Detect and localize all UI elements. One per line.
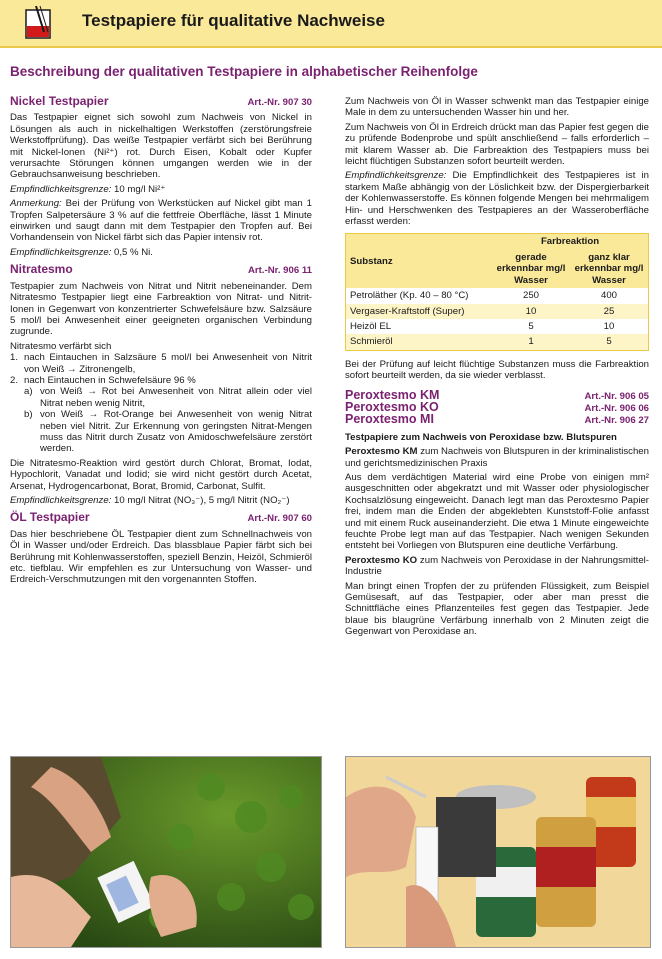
list-text: nach Eintauchen in Schwefelsäure 96 %	[24, 374, 196, 386]
table-cell-value: 250	[492, 288, 570, 303]
list-number: 2.	[10, 374, 19, 386]
nitratesmo-header	[10, 264, 312, 276]
table-cell-value: 25	[570, 304, 648, 319]
peroxtesmo-ko-lead: Peroxtesmo KO	[345, 554, 418, 566]
table-header-substanz: Substanz	[346, 234, 492, 288]
list-item	[10, 352, 312, 375]
list-text: von Weiß → Rot bei Anwesenheit von Nitrat allein oder viel Nitrat neben wenig Nitrit,	[40, 386, 312, 409]
list-letter: b)	[24, 409, 33, 421]
nickel-limit-2	[10, 247, 312, 258]
table-cell-value: 5	[492, 319, 570, 334]
oel-limit	[345, 170, 649, 227]
oel-header	[10, 512, 312, 524]
nickel-note-label: Anmerkung:	[10, 198, 62, 210]
nickel-note-text: Bei der Prüfung von Werkstücken auf Nickel gibt man 1 Tropfen Salpetersäure 3 % auf die fettfreie Oberfläche, lässt 1 Minute einwirken und saugt dann mit dem Testpapier den Tropfen auf. Bei Vorhandensein von Nickel färbt sich das Papier intensiv rot.	[10, 198, 312, 244]
list-item	[10, 375, 312, 386]
left-column	[10, 96, 312, 589]
nickel-description: Das Testpapier eignet sich sowohl zum Nachweis von Nickel in Lösungen als auch in nickelhaltigen Werkstoffen (zerstörungsfreie Werkstoffprüfung). Das weiße Testpapier verfärbt sich bei Berührung mit Nickel-Ionen (Ni²⁺) rot. Durch Eisen, Kobalt oder Kupfer verursachte Störungen können umgangen werden wie in der Gebrauchsanweisung beschrieben.	[10, 112, 312, 181]
photo-food-cans-testing	[345, 756, 651, 948]
oel-artnr: Art.-Nr. 907 60	[247, 513, 312, 525]
nickel-note	[10, 198, 312, 244]
nickel-limit-label: Empfindlichkeitsgrenze:	[10, 183, 112, 195]
peroxtesmo-ko-text: zum Nachweis von Peroxidase in der Nahrungsmittel-Industrie	[345, 554, 649, 578]
nitratesmo-verfaerbt: Nitratesmo verfärbt sich	[10, 340, 112, 352]
oel-limit-text: Die Empfindlichkeit des Testpapieres ist in starkem Maße abhängig von der Löslichkeit bzw. der Dispergierbarkeit der Kohlenwasserstoffe. Es können folgende Mengen bei mehrmaligem Hin- und Herschwenken des Testpapieres an der Wasseroberfläche erfasst werden:	[345, 170, 649, 228]
nitratesmo-limit-value: 10 mg/l Nitrat (NO₃⁻), 5 mg/l Nitrit (NO₂⁻)	[111, 495, 290, 506]
table-cell-substanz: Schmieröl	[346, 334, 492, 349]
nickel-title: Nickel Testpapier	[10, 94, 109, 108]
table-cell-value: 5	[570, 334, 648, 349]
nickel-artnr: Art.-Nr. 907 30	[247, 97, 312, 108]
peroxtesmo-subhead: Testpapiere zum Nachweis von Peroxidase bzw. Blutspuren	[345, 431, 617, 443]
peroxtesmo-ko-artnr: Art.-Nr. 906 06	[584, 402, 649, 414]
nickel-limit2-label: Empfindlichkeitsgrenze:	[10, 246, 112, 258]
table-cell-substanz: Petroläther (Kp. 40 – 80 °C)	[346, 288, 492, 303]
peroxtesmo-ko-title: Peroxtesmo KO	[345, 399, 439, 414]
page-header	[0, 0, 662, 48]
nitratesmo-limit	[10, 495, 312, 506]
color-reaction-table	[345, 233, 649, 350]
table-cell-substanz: Heizöl EL	[346, 319, 492, 334]
nitratesmo-interference: Die Nitratesmo-Reaktion wird gestört durch Chlorat, Bromat, Iodat, Hypochlorit, Vanadat und Iodid; sie wird nicht gestört durch Acetat, Arsenat, Hydrogencarbonat, Borat, Bromid, Carbonat, Sulfit.	[10, 457, 312, 492]
peroxtesmo-km-lead: Peroxtesmo KM	[345, 446, 418, 458]
table-row	[346, 288, 648, 303]
table-header-col2: ganz klar erkennbar mg/l Wasser	[570, 250, 648, 288]
table-cell-value: 10	[570, 319, 648, 334]
table-row	[346, 319, 648, 334]
peroxtesmo-ko-procedure: Man bringt einen Tropfen der zu prüfenden Flüssigkeit, zum Beispiel Gemüsesaft, auf das Testpapier, oder aber man presst die Schnittfläche eines Pflanzenteiles fest gegen das Testpapier. Jede blaue bis blaugrüne Verfärbung innerhalb von 2 Minuten zeigt die Gegenwart von Peroxidase an.	[345, 580, 649, 638]
peroxtesmo-mi-header	[345, 414, 649, 426]
peroxtesmo-mi-artnr: Art.-Nr. 906 27	[584, 415, 649, 427]
peroxtesmo-mi-title: Peroxtesmo MI	[345, 412, 434, 427]
table-cell-value: 400	[570, 288, 648, 303]
table-row	[346, 334, 648, 349]
list-subitem	[10, 409, 312, 455]
nitratesmo-limit-label: Empfindlichkeitsgrenze:	[10, 495, 112, 506]
peroxtesmo-km-intro	[345, 446, 649, 469]
nitratesmo-description: Testpapier zum Nachweis von Nitrat und Nitrit nebeneinander. Dem Nitratesmo Testpapier liegt eine Farbreaktion von Nitrat- und Nitrit-Ionen in Gegenwart von konzentrierter Schwefelsäure bzw. Salzsäure 5 mol/l bei Anwesenheit einer geeigneten organischen Verbindung zugrunde.	[10, 280, 312, 338]
list-letter: a)	[24, 386, 33, 398]
table-cell-value: 1	[492, 334, 570, 349]
peroxtesmo-headers	[345, 387, 649, 427]
table-header-farbreaktion: Farbreaktion	[492, 234, 648, 249]
table-header-col1: gerade erkennbar mg/l Wasser	[492, 250, 570, 288]
nickel-limit	[10, 184, 312, 195]
list-text: nach Eintauchen in Salzsäure 5 mol/l bei Anwesenheit von Nitrit von Weiß → Zitronengelb,	[24, 352, 312, 375]
list-number: 1.	[10, 352, 19, 364]
right-column	[345, 96, 649, 641]
page-title: Testpapiere für qualitative Nachweise	[82, 11, 385, 30]
oel-limit-label: Empfindlichkeitsgrenze:	[345, 170, 447, 182]
table-cell-value: 10	[492, 304, 570, 319]
oel-description: Das hier beschriebene ÖL Testpapier dient zum Schnellnachweis von Öl in Wasser und/oder Erdreich. Das blassblaue Papier färbt sich bei Berührung mit Kohlenwasserstoffen, speziell Benzin, Heizöl, Schmieröl etc. tiefblau. Wir empfehlen es zur Untersuchung von Wasser- und Erdreich-Verschmutzungen mit den vorgenannten Stoffen.	[10, 528, 312, 586]
nitratesmo-artnr: Art.-Nr. 906 11	[248, 265, 312, 277]
peroxtesmo-km-text: zum Nachweis von Blutspuren in der kriminalistischen und gerichtsmedizinischen Praxis	[345, 446, 649, 469]
oel-soil-instructions: Zum Nachweis von Öl in Erdreich drückt man das Papier fest gegen die zu prüfende Bodenprobe und spült anschließend – falls erforderlich – mit klarem Wasser ab. Die Farbreaktion des Testpapiers muss bei leicht flüchtigen Substanzen sofort beurteilt werden.	[345, 121, 649, 168]
oel-title: ÖL Testpapier	[10, 510, 90, 525]
peroxtesmo-km-procedure: Aus dem verdächtigen Material wird eine Probe von einigen mm² ausgeschnitten oder abgekratzt und mit Wasser oder physiologischer Kochsalzlösung eingeweicht. Danach legt man das Peroxtesmo Papier frei, indem man die Enden der abgeklebten Kunststoff-Folie anfasst und mit einem Ruck auseinanderzieht. Die etwa 1 Minute eingeweichte feuchte Probe legt man auf das Testpapier. Nach wenigen Sekunden entsteht bei Vorliegen von Blutspuren eine deutliche Verfärbung.	[345, 471, 649, 552]
list-subitem	[10, 386, 312, 409]
test-tube-beaker-icon	[16, 6, 60, 42]
table	[346, 234, 648, 349]
oel-water-instructions: Zum Nachweis von Öl in Wasser schwenkt man das Testpapier einige Male in dem zu untersuchenden Wasser hin und her.	[345, 96, 649, 119]
peroxtesmo-km-artnr: Art.-Nr. 906 05	[584, 390, 649, 402]
peroxtesmo-km-title: Peroxtesmo KM	[345, 387, 440, 402]
nickel-header	[10, 96, 312, 108]
table-cell-substanz: Vergaser-Kraftstoff (Super)	[346, 304, 492, 319]
nickel-limit2-value: 0,5 % Ni.	[111, 246, 153, 258]
table-row	[346, 304, 648, 319]
list-text: von Weiß → Rot-Orange bei Anwesenheit von wenig Nitrat neben viel Nitrit. Zur Erkennung von geringsten Nitrat-Mengen muss das Nitrit durch Zusatz von Amidoschwefelsäure zerstört werden.	[40, 409, 312, 455]
nickel-limit-value: 10 mg/l Ni²⁺	[111, 183, 166, 195]
peroxtesmo-ko-intro	[345, 555, 649, 578]
nitratesmo-list	[10, 352, 312, 455]
section-subtitle: Beschreibung der qualitativen Testpapiere in alphabetischer Reihenfolge	[10, 64, 478, 79]
oel-volatile-note: Bei der Prüfung auf leicht flüchtige Substanzen muss die Farbreaktion sofort beurteilt werden, da sie wieder verblasst.	[345, 358, 649, 382]
nitratesmo-title: Nitratesmo	[10, 262, 73, 277]
photo-hands-testing-soil	[10, 756, 322, 948]
